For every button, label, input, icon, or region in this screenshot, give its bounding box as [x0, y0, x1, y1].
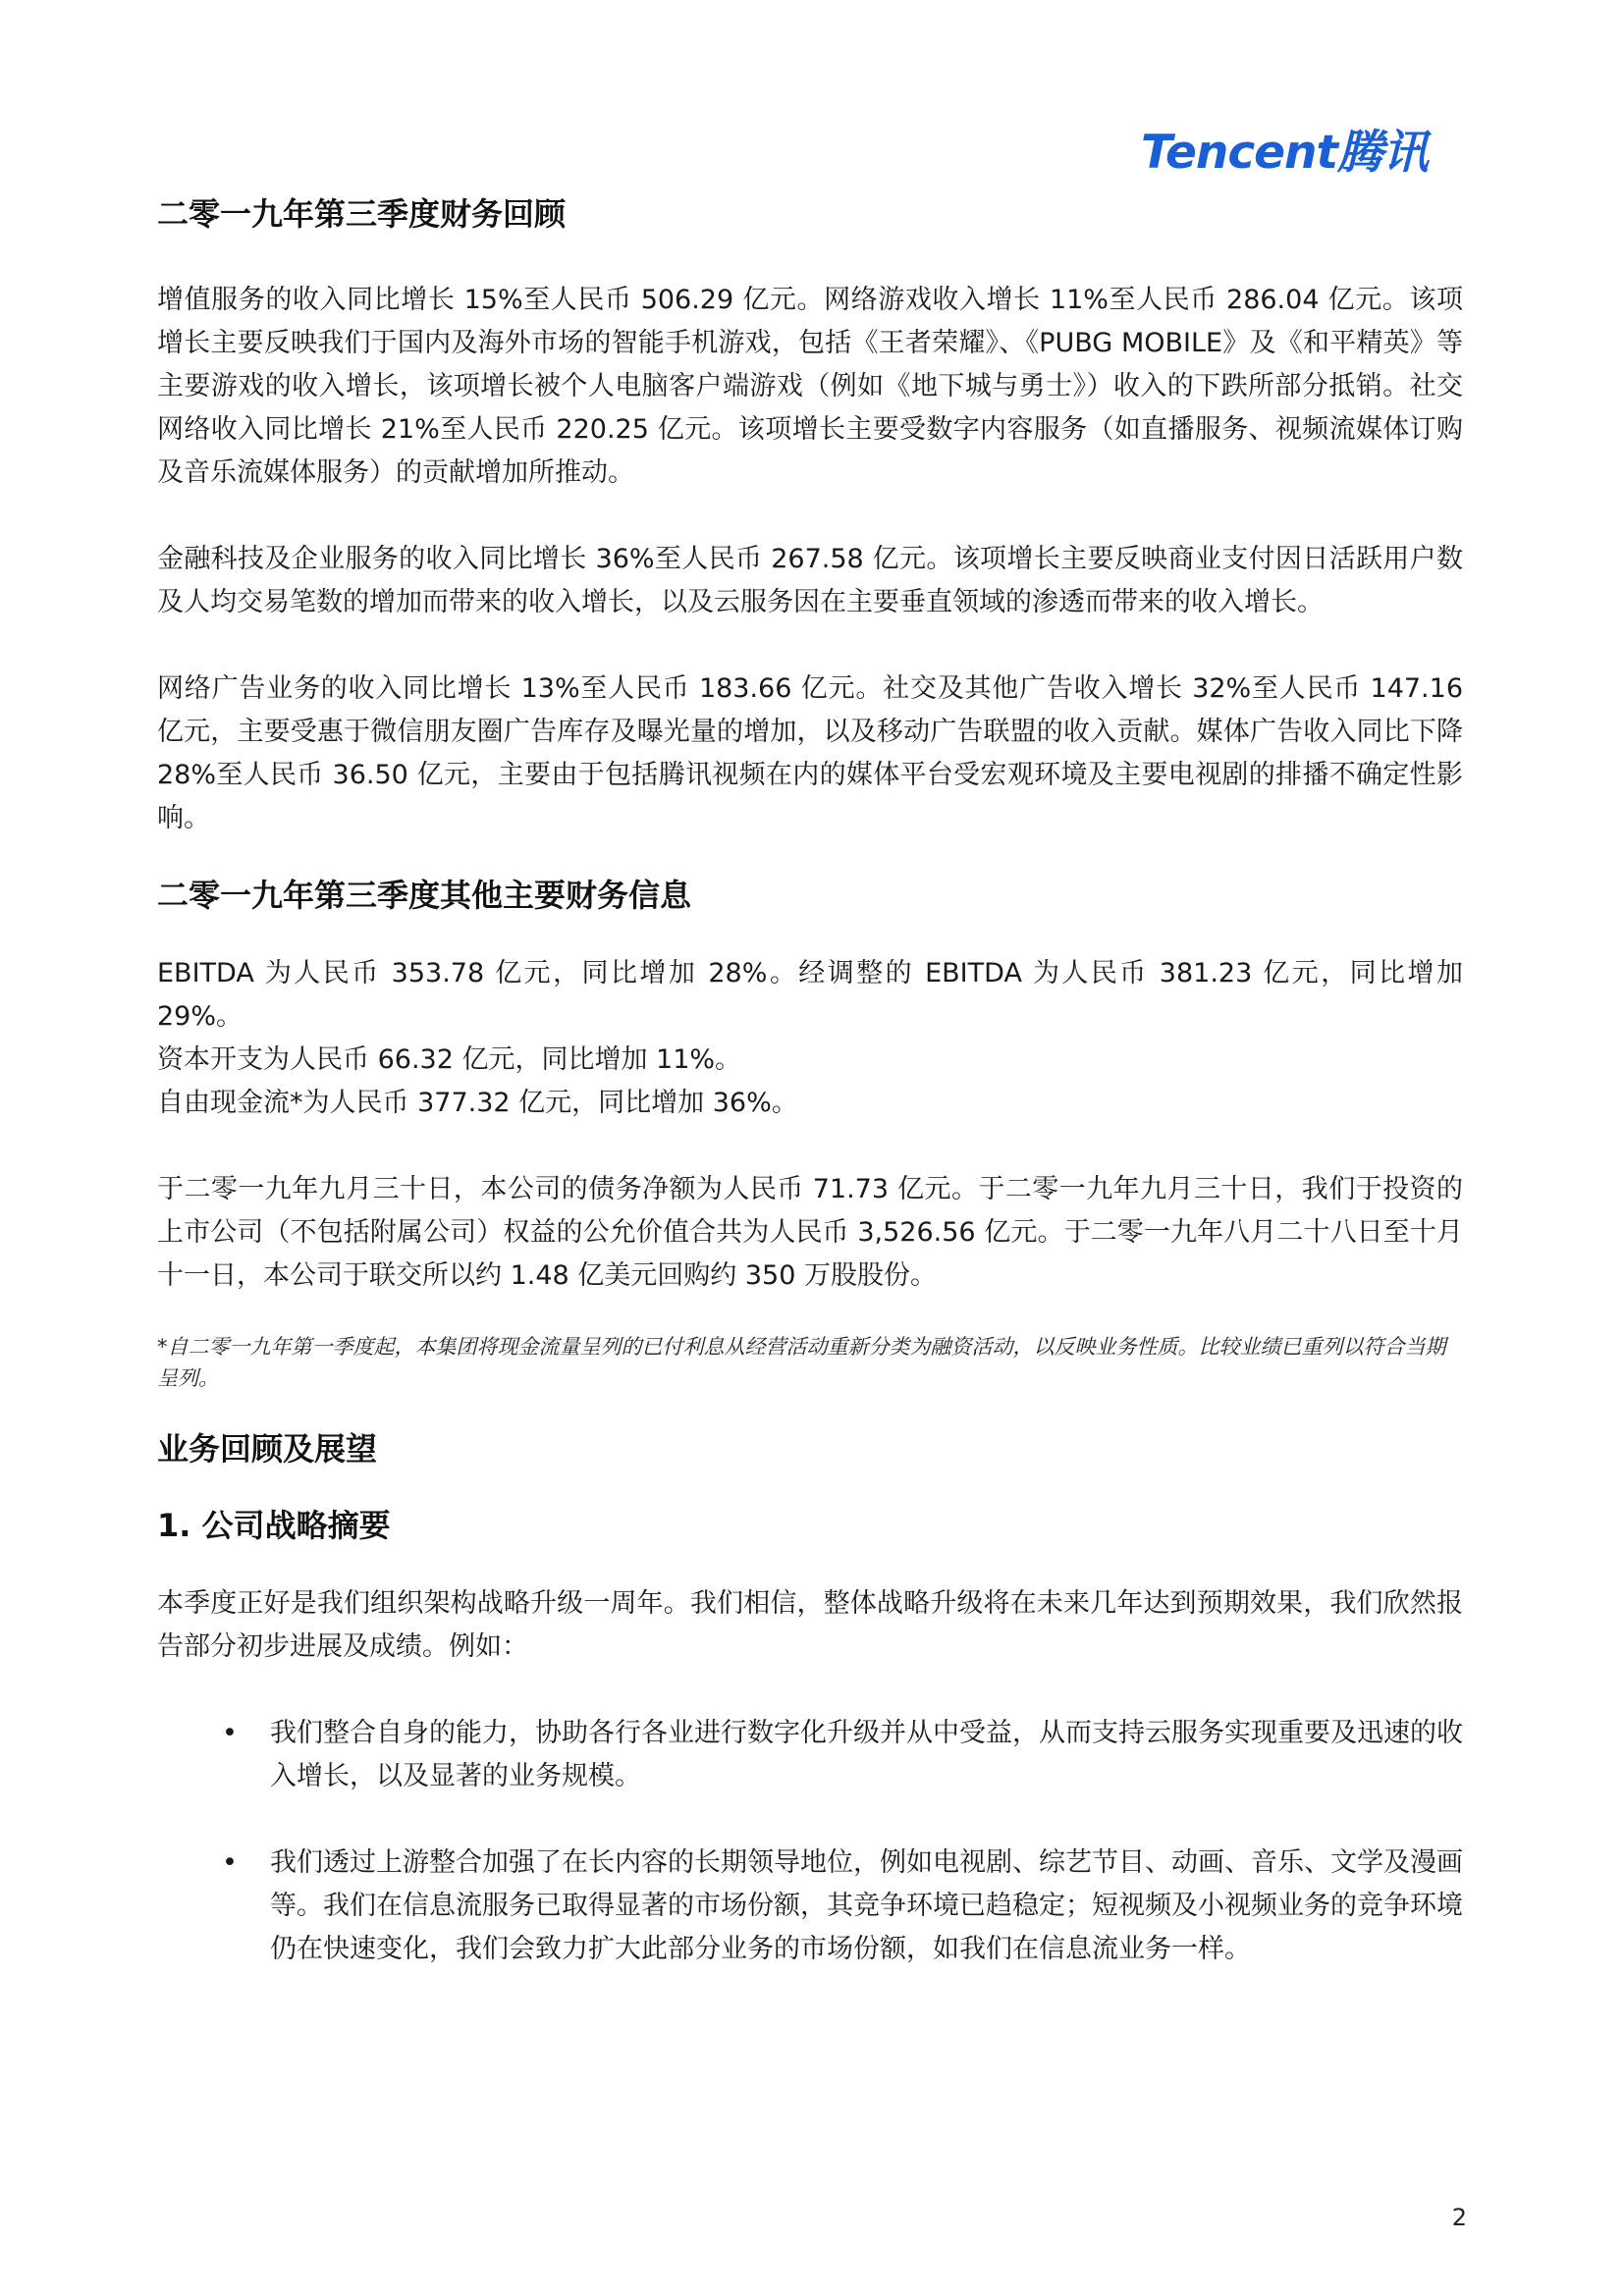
paragraph-advertising: 网络广告业务的收入同比增长 13%至人民币 183.66 亿元。社交及其他广告收入增长 32%至人民币 147.16 亿元，主要受惠于微信朋友圈广告库存及曝光量的增加，以及移动广告联盟的收入贡献。媒体广告收入同比下降 28%至人民币 36.50 亿元，主要由于包括腾讯视频在内的媒体平台受宏观环境及主要电视剧的排播不确定性影响。 — [157, 673, 1463, 833]
list-item — [157, 1842, 1463, 1971]
paragraph-fintech: 金融科技及企业服务的收入同比增长 36%至人民币 267.58 亿元。该项增长主要反映商业支付因日活跃用户数及人均交易笔数的增加而带来的收入增长，以及云服务因在主要垂直领域的渗透而带来的收入增长。 — [157, 544, 1463, 617]
paragraph-debt-investments: 于二零一九年九月三十日，本公司的债务净额为人民币 71.73 亿元。于二零一九年九月三十日，我们于投资的上市公司（不包括附属公司）权益的公允价值合共为人民币 3,526.56 亿元。于二零一九年八月二十八日至十月十一日，本公司于联交所以约 1.48 亿美元回购约 350 万股股份。 — [157, 1174, 1463, 1291]
page-number: 2 — [1451, 2204, 1467, 2231]
line-fcf: 自由现金流*为人民币 377.32 亿元，同比增加 36%。 — [157, 1088, 798, 1118]
heading-other-info: 二零一九年第三季度其他主要财务信息 — [157, 877, 692, 914]
line-ebitda: EBITDA 为人民币 353.78 亿元，同比增加 28%。经调整的 EBITDA 为人民币 381.23 亿元，同比增加 29%。 — [157, 958, 1463, 1032]
line-capex: 资本开支为人民币 66.32 亿元，同比增加 11%。 — [157, 1044, 742, 1075]
list-item — [157, 1712, 1463, 1798]
list-item-text: 我们整合自身的能力，协助各行各业进行数字化升级并从中受益，从而支持云服务实现重要及迅速的收入增长，以及显著的业务规模。 — [270, 1718, 1463, 1791]
document-content — [157, 192, 1463, 1971]
heading-business-review: 业务回顾及展望 — [157, 1430, 378, 1468]
footnote: *自二零一九年第一季度起，本集团将现金流量呈列的已付利息从经营活动重新分类为融资活动，以反映业务性质。比较业绩已重列以符合当期呈列。 — [157, 1335, 1446, 1390]
list-item-text: 我们透过上游整合加强了在长内容的长期领导地位，例如电视剧、综艺节目、动画、音乐、文学及漫画等。我们在信息流服务已取得显著的市场份额，其竞争环境已趋稳定；短视频及小视频业务的竞争环境仍在快速变化，我们会致力扩大此部分业务的市场份额，如我们在信息流业务一样。 — [270, 1847, 1463, 1964]
bullet-icon: • — [222, 1847, 238, 1878]
heading-financial-review: 二零一九年第三季度财务回顾 — [157, 195, 567, 233]
tencent-logo: Tencent腾讯 — [1140, 126, 1428, 180]
bullet-icon: • — [222, 1718, 238, 1748]
paragraph-strategy-intro: 本季度正好是我们组织架构战略升级一周年。我们相信，整体战略升级将在未来几年达到预期效果，我们欣然报告部分初步进展及成绩。例如： — [157, 1588, 1463, 1662]
heading-strategy-summary: 1. 公司战略摘要 — [157, 1507, 391, 1544]
strategy-bullet-list — [157, 1712, 1463, 1971]
paragraph-vas: 增值服务的收入同比增长 15%至人民币 506.29 亿元。网络游戏收入增长 11%至人民币 286.04 亿元。该项增长主要反映我们于国内及海外市场的智能手机游戏，包括《王者荣耀》、《PUBG MOBILE》及《和平精英》等主要游戏的收入增长，该项增长被个人电脑客户端游戏（例如《地下城与勇士》）收入的下跌所部分抵销。社交网络收入同比增长 21%至人民币 220.25 亿元。该项增长主要受数字内容服务（如直播服务、视频流媒体订购及音乐流媒体服务）的贡献增加所推动。 — [157, 285, 1463, 488]
